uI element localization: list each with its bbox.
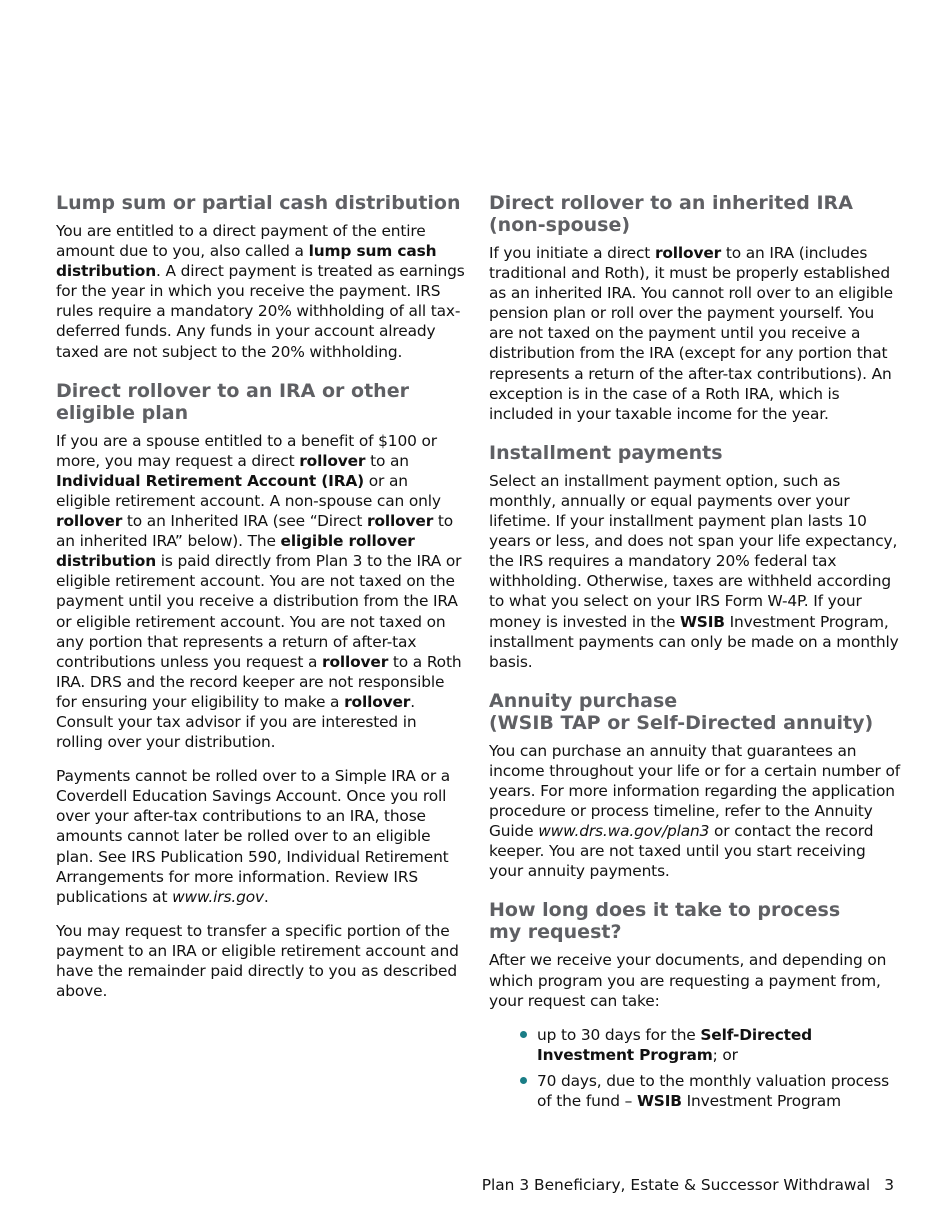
section-heading: Lump sum or partial cash distribution (56, 192, 461, 214)
page-number: 3 (884, 1176, 894, 1194)
section-heading: Direct rollover to an IRA or other eligible plan (56, 379, 409, 424)
paragraph: Payments cannot be rolled over to a Simple IRA or a Coverdell Education Savings Account. Once you roll over your after-tax contributions to an IRA, those amounts cannot later be rolled over to an eligible plan. See IRS Publication 590, Individual Retirement Arrangements for more information. Review IRS publications at www.irs.gov. (56, 767, 451, 906)
list-item: 70 days, due to the monthly valuation process of the fund – WSIB Investment Program (537, 1071, 901, 1111)
section-heading: How long does it take to process my request? (489, 899, 841, 944)
section-lump-sum (56, 192, 466, 362)
plan3-link[interactable]: www.drs.wa.gov/plan3 (538, 822, 710, 841)
page-footer (482, 1176, 894, 1194)
section-processing-time (489, 899, 901, 1111)
list-item: up to 30 days for the Self-Directed Investment Program; or (537, 1025, 901, 1065)
right-column (489, 192, 901, 1129)
paragraph: You may request to transfer a specific portion of the payment to an IRA or eligible retirement account and have the remainder paid directly to you as described above. (56, 921, 459, 1001)
paragraph: If you initiate a direct rollover to an IRA (includes traditional and Roth), it must be properly established as an inherited IRA. You cannot roll over to an eligible pension plan or roll over the payment yourself. You are not taxed on the payment until you receive a distribution from the IRA (except for any portion that represents a return of the after-tax contributions). An exception is in the case of a Roth IRA, which is included in your taxable income for the year. (489, 244, 893, 423)
section-heading: Annuity purchase (WSIB TAP or Self-Directed annuity) (489, 689, 874, 734)
section-heading: Installment payments (489, 441, 723, 464)
bullet-dot-icon (520, 1077, 527, 1084)
bullet-dot-icon (520, 1031, 527, 1038)
section-heading: Direct rollover to an inherited IRA (non-spouse) (489, 192, 853, 236)
section-installment-payments (489, 442, 901, 672)
paragraph: Select an installment payment option, such as monthly, annually or equal payments over your lifetime. If your installment payment plan lasts 10 years or less, and does not span your life expectancy, the IRS requires a mandatory 20% federal tax withholding. Otherwise, taxes are withheld according to what you select on your IRS Form W-4P. If your money is invested in the WSIB Investment Program, installment payments can only be made on a monthly basis. (489, 471, 899, 671)
paragraph: You are entitled to a direct payment of the entire amount due to you, also called a lump sum cash distribution. A direct payment is treated as earnings for the year in which you receive the payment. IRS rules require a mandatory 20% withholding of all tax-deferred funds. Any funds in your account already taxed are not subject to the 20% withholding. (56, 222, 465, 361)
paragraph: If you are a spouse entitled to a benefit of $100 or more, you may request a direct rollover to an Individual Retirement Account (IRA) or an eligible retirement account. A non-spouse can only rollover to an Inherited IRA (see “Direct rollover to an inherited IRA” below). The eligible rollover distribution is paid directly from Plan 3 to the IRA or eligible retirement account. You are not taxed on the payment until you receive a distribution from the IRA or eligible retirement account. You are not taxed on any portion that represents a return of after-tax contributions unless you request a rollover to a Roth IRA. DRS and the record keeper are not responsible for ensuring your eligibility to make a rollover. Consult your tax advisor if you are interested in rolling over your distribution. (56, 431, 462, 752)
irs-link[interactable]: www.irs.gov (172, 887, 264, 906)
footer-title: Plan 3 Beneficiary, Estate & Successor Withdrawal (481, 1176, 871, 1194)
section-direct-rollover-ira (56, 380, 466, 1002)
paragraph: You can purchase an annuity that guarantees an income throughout your life or for a certain number of years. For more information regarding the application procedure or process timeline, refer to the Annuity Guide www.drs.wa.gov/plan3 or contact the record keeper. You are not taxed until you start receiving your annuity payments. (489, 741, 901, 881)
left-column (56, 192, 466, 1019)
section-annuity-purchase (489, 690, 901, 882)
bullet-list (489, 1025, 901, 1111)
section-inherited-ira (489, 192, 901, 424)
paragraph: After we receive your documents, and depending on which program you are requesting a payment from, your request can take: (489, 951, 887, 1010)
